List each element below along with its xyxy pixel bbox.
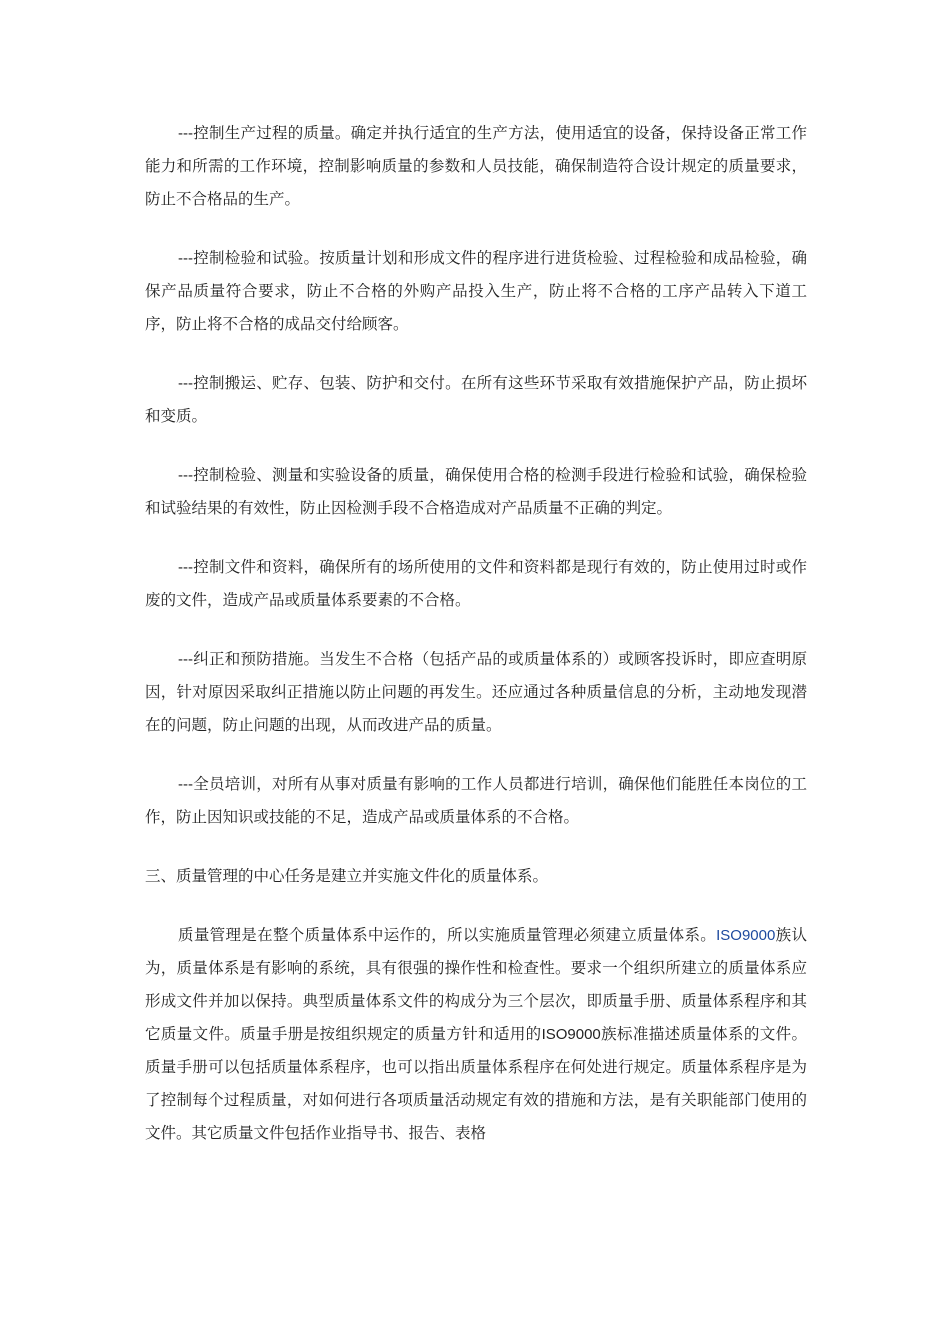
paragraph-handling-control <box>145 367 807 433</box>
paragraph-corrective-action <box>145 643 807 742</box>
paragraph-text: 控制生产过程的质量。确定并执行适宜的生产方法，使用适宜的设备，保持设备正常工作能力和所需的工作环境，控制影响质量的参数和人员技能，确保制造符合设计规定的质量要求，防止不合格品的生产。 <box>145 124 807 208</box>
paragraph-text: 控制检验和试验。按质量计划和形成文件的程序进行进货检验、过程检验和成品检验，确保产品质量符合要求，防止不合格的外购产品投入生产，防止将不合格的工序产品转入下道工序，防止将不合格的成品交付给顾客。 <box>145 249 807 333</box>
paragraph-text: 控制搬运、贮存、包装、防护和交付。在所有这些环节采取有效措施保护产品，防止损坏和变质。 <box>145 374 807 425</box>
dash-prefix: --- <box>178 375 193 392</box>
paragraph-text: 纠正和预防措施。当发生不合格（包括产品的或质量体系的）或顾客投诉时，即应查明原因，针对原因采取纠正措施以防止问题的再发生。还应通过各种质量信息的分析，主动地发现潜在的问题，防止问题的出现，从而改进产品的质量。 <box>145 650 807 734</box>
paragraph-text-part2: 族认为，质量体系是有影响的系统，具有很强的操作性和检查性。要求一个组织所建立的质量体系应形成文件并加以保持。典型质量体系文件的构成分为三个层次，即质量手册、质量体系程序和其它质量文件。质量手册是按组织规定的质量方针和适用的 <box>145 926 807 1043</box>
paragraph-quality-system <box>145 919 807 1150</box>
paragraph-text-part3: 族标准描述质量体系的文件。质量手册可以包括质量体系程序，也可以指出质量体系程序在何处进行规定。质量体系程序是为了控制每个过程质量，对如何进行各项质量活动规定有效的措施和方法，是有关职能部门使用的文件。其它质量文件包括作业指导书、报告、表格 <box>145 1025 807 1142</box>
dash-prefix: --- <box>178 467 193 484</box>
dash-prefix: --- <box>178 250 193 267</box>
dash-prefix: --- <box>178 651 193 668</box>
section-heading: 三、质量管理的中心任务是建立并实施文件化的质量体系。 <box>145 867 549 885</box>
paragraph-text: 控制文件和资料，确保所有的场所使用的文件和资料都是现行有效的，防止使用过时或作废的文件，造成产品或质量体系要素的不合格。 <box>145 558 807 609</box>
paragraph-equipment-control <box>145 459 807 525</box>
iso9000-text: ISO9000 <box>541 1026 601 1043</box>
paragraph-document-control <box>145 551 807 617</box>
paragraph-text: 控制检验、测量和实验设备的质量，确保使用合格的检测手段进行检验和试验，确保检验和试验结果的有效性，防止因检测手段不合格造成对产品质量不正确的判定。 <box>145 466 807 517</box>
paragraph-production-control <box>145 117 807 216</box>
dash-prefix: --- <box>178 559 193 576</box>
iso9000-link[interactable]: ISO9000 <box>716 927 776 944</box>
paragraph-training <box>145 768 807 834</box>
paragraph-text-part1: 质量管理是在整个质量体系中运作的，所以实施质量管理必须建立质量体系。 <box>178 926 717 944</box>
document-body <box>145 117 807 1176</box>
paragraph-text: 全员培训，对所有从事对质量有影响的工作人员都进行培训，确保他们能胜任本岗位的工作，防止因知识或技能的不足，造成产品或质量体系的不合格。 <box>145 775 807 826</box>
dash-prefix: --- <box>178 125 193 142</box>
paragraph-inspection-control <box>145 242 807 341</box>
dash-prefix: --- <box>178 776 193 793</box>
